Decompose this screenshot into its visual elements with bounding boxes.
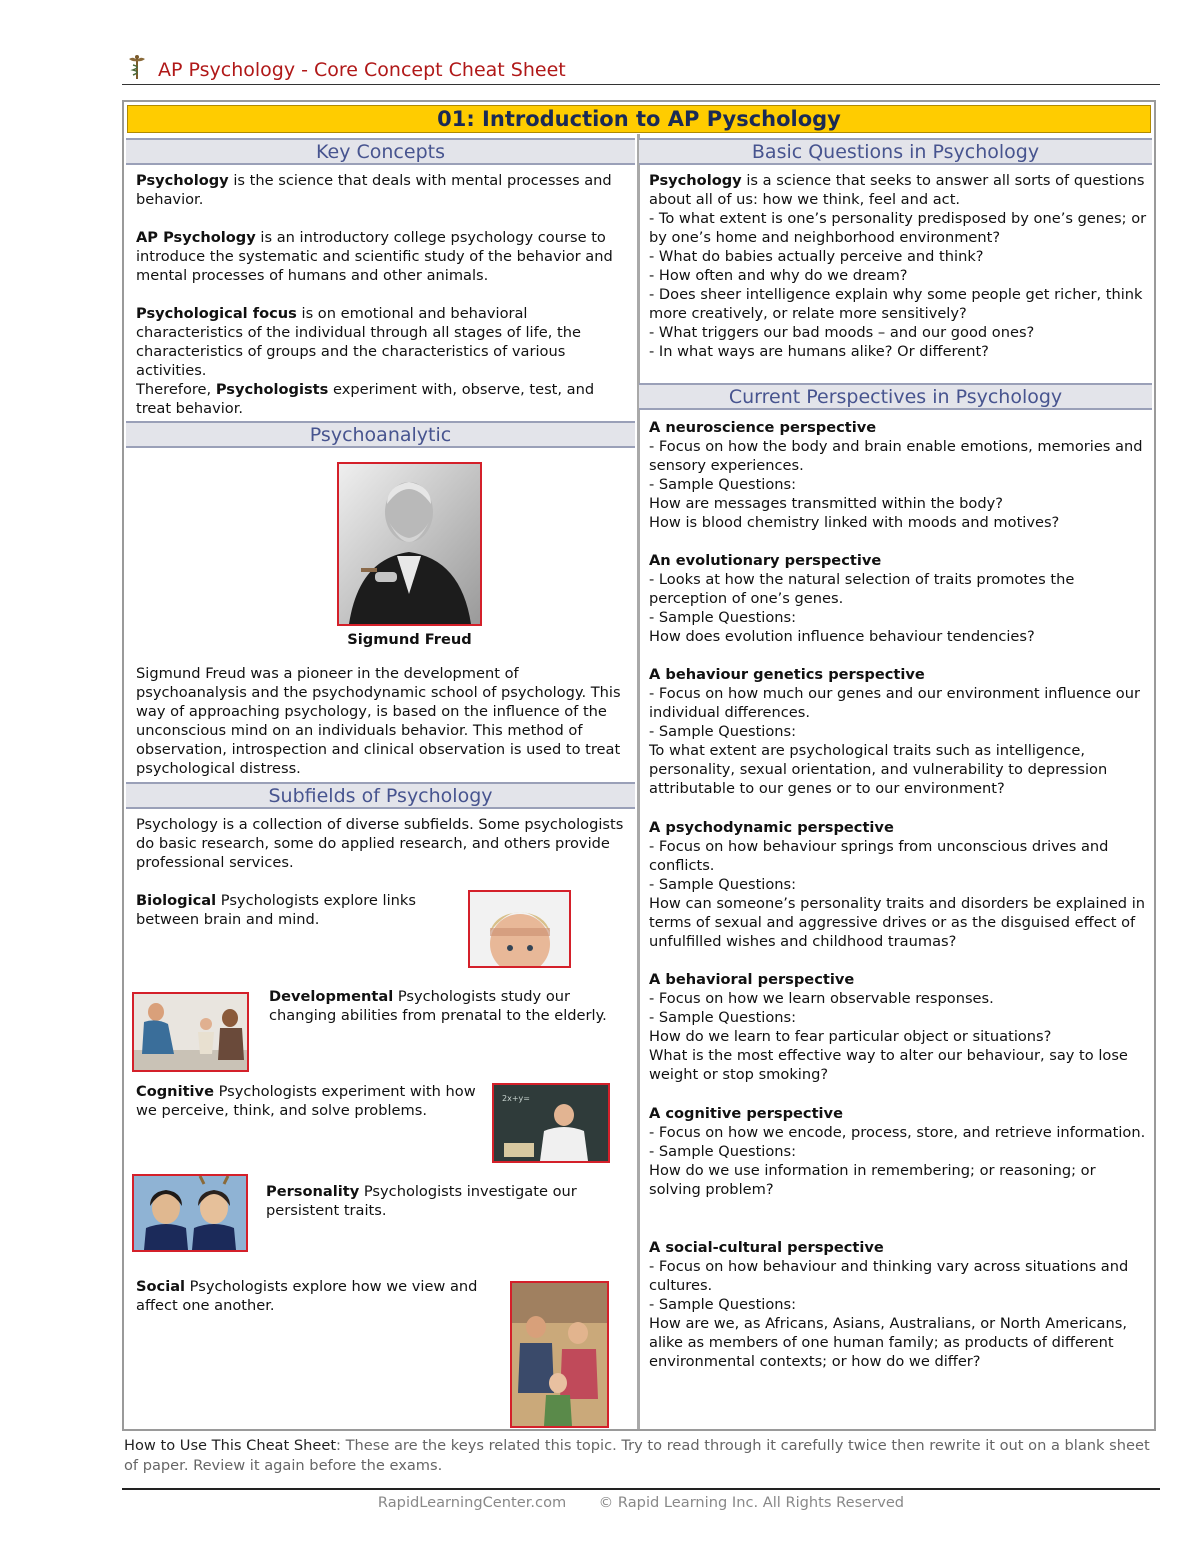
subfield-developmental: Developmental Psychologists study our changing abilities from prenatal to the elderly.	[269, 988, 607, 1024]
perspective-behaviour-genetics: A behaviour genetics perspective - Focus on how much our genes and our environment influence our individual differences. - Sample Questions: To what extent are psychological traits such as intelligence, personality, sexual orientation, and vulnerability to depression attributable to our genes or to our environment?	[649, 666, 1140, 797]
two-girls-image	[134, 1176, 246, 1250]
key-concepts-p4: Therefore, Psychologists experiment with, observe, test, and treat behavior.	[136, 381, 595, 417]
developmental-photo	[132, 992, 249, 1072]
social-photo	[510, 1281, 609, 1428]
page-header	[122, 56, 1160, 85]
parent-child-image	[134, 994, 247, 1070]
freud-portrait-image	[339, 464, 480, 624]
page-title: AP Psychology - Core Concept Cheat Sheet	[158, 59, 566, 81]
freud-photo	[337, 462, 482, 626]
perspective-cognitive: A cognitive perspective - Focus on how we encode, process, store, and retrieve information. - Sample Questions: How do we use information in remembering; or reasoning; or solving problem?	[649, 1105, 1146, 1198]
perspective-behavioral: A behavioral perspective - Focus on how we learn observable responses. - Sample Questions: How do we learn to fear particular object or situations? What is the most effective way to alter our behaviour, say to lose weight or stop smoking?	[649, 971, 1128, 1083]
subfield-biological: Biological Psychologists explore links between brain and mind.	[136, 892, 416, 928]
cheat-sheet-frame	[122, 100, 1156, 1431]
subfield-cognitive: Cognitive Psychologists experiment with how we perceive, think, and solve problems.	[136, 1083, 476, 1119]
cognitive-photo	[492, 1083, 610, 1163]
caduceus-logo-icon	[128, 54, 146, 80]
svg-text:2x+y=: 2x+y=	[502, 1094, 530, 1103]
basic-questions-text: Psychology is a science that seeks to answer all sorts of questions about all of us: how we think, feel and act. - To what extent is one’s personality predisposed by one’s genes; or by one’s home and neighborhood environment? - What do babies actually perceive and think? - How often and why do we dream? - Does sheer intelligence explain why some people get richer, think more creatively, or relate more sensitively? - What triggers our bad moods – and our good ones? - In what ways are humans alike? Or different?	[649, 172, 1147, 360]
biological-photo	[468, 890, 571, 968]
psychoanalytic-heading: Psychoanalytic	[126, 421, 635, 448]
left-column	[124, 134, 637, 1429]
subfield-social: Social Psychologists explore how we view and affect one another.	[136, 1278, 478, 1314]
subfields-intro: Psychology is a collection of diverse subfields. Some psychologists do basic research, some do applied research, and others provide professional services.	[136, 816, 624, 871]
chapter-banner: 01: Introduction to AP Pyschology	[127, 105, 1151, 133]
subfields-heading: Subfields of Psychology	[126, 782, 635, 809]
right-column	[637, 134, 1154, 1429]
subfield-personality: Personality Psychologists investigate our persistent traits.	[266, 1183, 577, 1219]
key-concepts-p3: Psychological focus is on emotional and behavioral characteristics of the individual through all stages of life, the characteristics of groups and the characteristics of various activities.	[136, 305, 581, 379]
group-talking-image	[512, 1283, 607, 1426]
key-concepts-p2: AP Psychology is an introductory college psychology course to introduce the systematic and scientific study of the behavior and mental processes of humans and other animals.	[136, 229, 613, 284]
personality-photo	[132, 1174, 248, 1252]
perspective-evolutionary: An evolutionary perspective - Looks at how the natural selection of traits promotes the perception of one’s genes. - Sample Questions: How does evolution influence behaviour tendencies?	[649, 552, 1075, 645]
how-to-use-note: How to Use This Cheat Sheet: These are the keys related this topic. Try to read through it carefully twice then rewrite it out on a blank sheet of paper. Review it again before the exams.	[124, 1437, 1150, 1474]
key-concepts-p1: Psychology is the science that deals with mental processes and behavior.	[136, 172, 612, 208]
basic-questions-heading: Basic Questions in Psychology	[639, 138, 1152, 165]
perspective-neuroscience: A neuroscience perspective - Focus on how the body and brain enable emotions, memories and sensory experiences. - Sample Questions: How are messages transmitted within the body? How is blood chemistry linked with moods and motives?	[649, 419, 1143, 531]
psychoanalytic-text: Sigmund Freud was a pioneer in the development of psychoanalysis and the psychodynamic school of psychology. This way of approaching psychology, is based on the influence of the unconscious mind on an individuals behavior. This method of observation, introspection and clinical observation is used to treat psychological distress.	[136, 665, 621, 777]
boy-head-image	[470, 892, 569, 966]
student-chalkboard-image	[494, 1085, 608, 1161]
freud-caption: Sigmund Freud	[347, 631, 472, 648]
footer-divider	[122, 1488, 1160, 1490]
perspective-social-cultural: A social-cultural perspective - Focus on how behaviour and thinking vary across situations and cultures. - Sample Questions: How are we, as Africans, Asians, Australians, or North Americans, alike as members of one human family; as products of different environmental contexts; or how do we differ?	[649, 1239, 1129, 1370]
perspective-psychodynamic: A psychodynamic perspective - Focus on how behaviour springs from unconscious drives and conflicts. - Sample Questions: How can someone’s personality traits and disorders be explained in terms of sexual and aggressive drives or as the disguised effect of unfulfilled wishes and childhood traumas?	[649, 819, 1146, 950]
footer-copyright: RapidLearningCenter.com © Rapid Learning Inc. All Rights Reserved	[377, 1494, 905, 1511]
perspectives-heading: Current Perspectives in Psychology	[639, 383, 1152, 410]
key-concepts-heading: Key Concepts	[126, 138, 635, 165]
